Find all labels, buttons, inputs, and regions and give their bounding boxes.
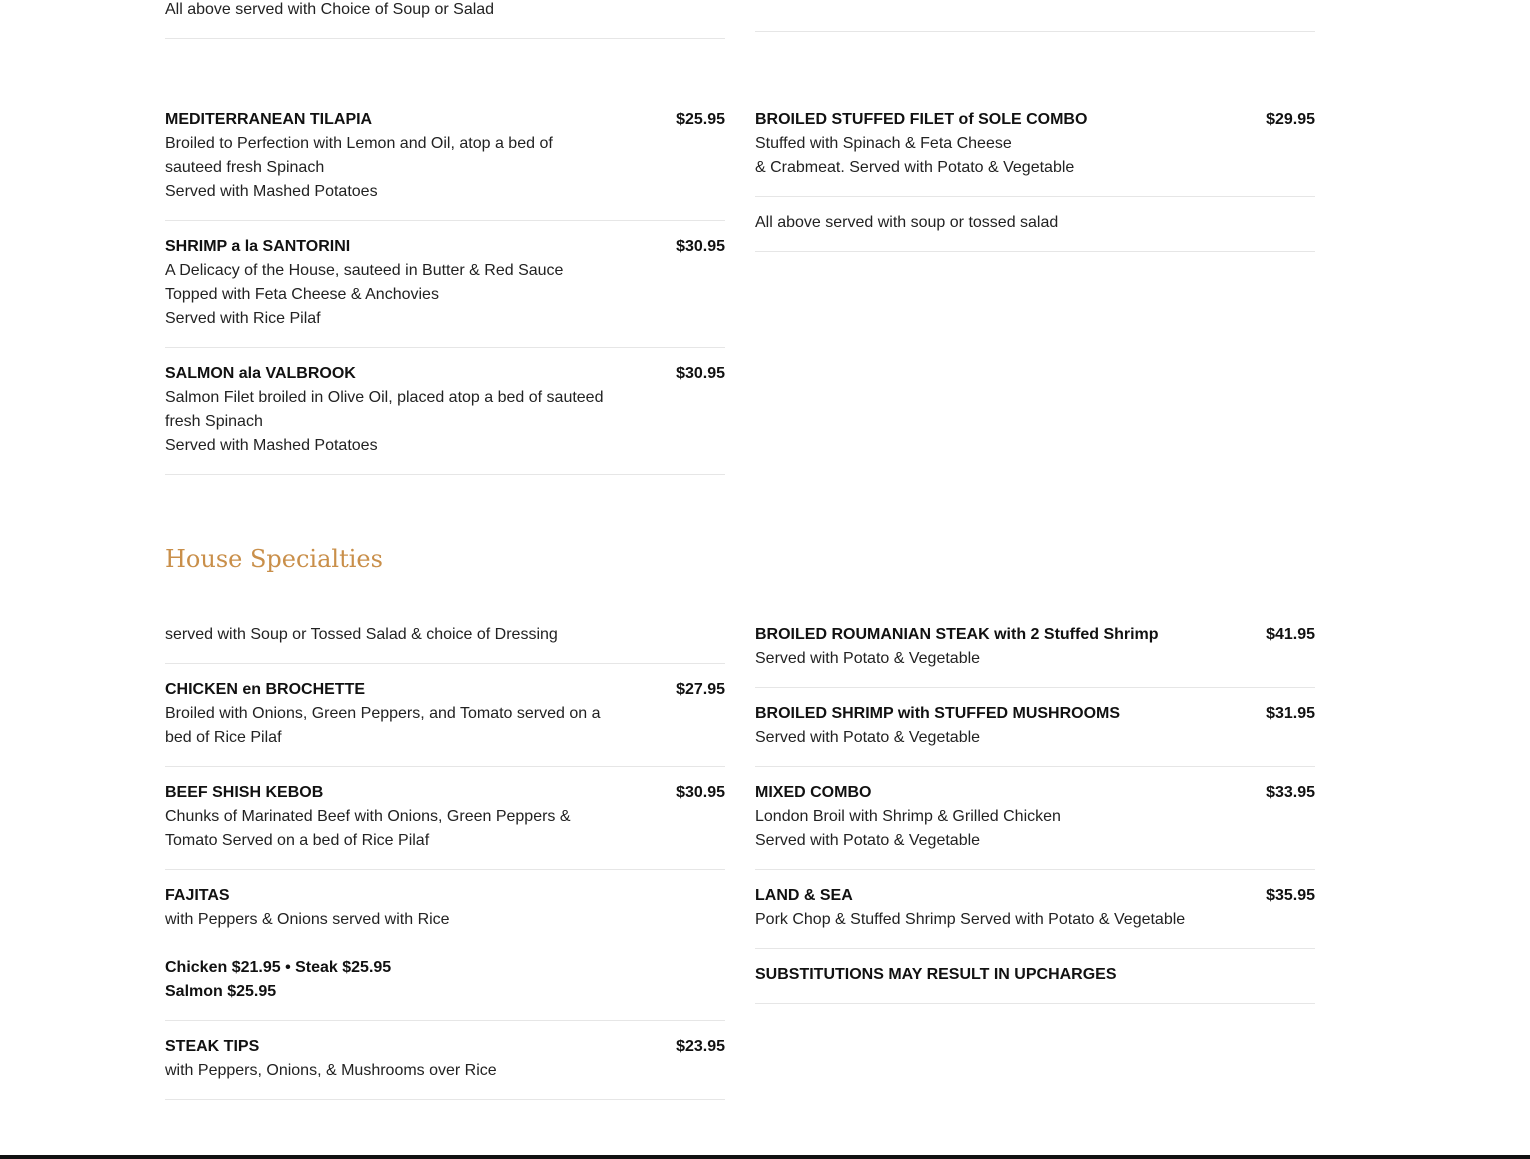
description-line: bed of Rice Pilaf	[165, 729, 282, 746]
description-line: London Broil with Shrimp & Grilled Chicken	[755, 808, 1061, 825]
item-description	[165, 805, 615, 853]
item-description	[165, 702, 615, 750]
description-line: Served with Mashed Potatoes	[165, 437, 378, 454]
menu-item	[165, 235, 725, 348]
served-with-note: served with Soup or Tossed Salad & choice of Dressing	[165, 626, 558, 643]
description-line: Topped with Feta Cheese & Anchovies	[165, 286, 439, 303]
menu-item	[755, 623, 1315, 688]
item-name: CHICKEN en BROCHETTE	[165, 681, 366, 698]
price-line: Chicken $21.95 • Steak $25.95	[165, 959, 392, 976]
item-price: $27.95	[676, 681, 725, 698]
menu-note-row	[755, 211, 1315, 252]
menu-item	[755, 884, 1315, 949]
item-description	[755, 805, 1295, 853]
item-description	[165, 132, 615, 204]
item-description	[755, 132, 1205, 180]
item-name: BROILED STUFFED FILET of SOLE COMBO	[755, 111, 1088, 128]
item-name: SHRIMP a la SANTORINI	[165, 238, 351, 255]
description-line: Served with Potato & Vegetable	[755, 729, 981, 746]
fajitas-price-list	[165, 956, 615, 1004]
item-description	[165, 259, 615, 331]
menu-divider-row	[755, 0, 1315, 32]
item-description	[755, 726, 1295, 750]
menu-item	[165, 362, 725, 475]
item-price: $25.95	[676, 111, 725, 128]
description-line: Pork Chop & Stuffed Shrimp Served with Potato & Vegetable	[755, 911, 1186, 928]
menu-item	[165, 1035, 725, 1100]
item-description	[165, 1059, 615, 1083]
item-price: $33.95	[1266, 784, 1315, 801]
description-line: Served with Potato & Vegetable	[755, 650, 981, 667]
description-line: with Peppers & Onions served with Rice	[165, 911, 450, 928]
menu-item	[755, 781, 1315, 870]
item-price: $29.95	[1266, 111, 1315, 128]
item-name: FAJITAS	[165, 887, 230, 904]
menu-item	[165, 781, 725, 870]
description-line: Served with Potato & Vegetable	[755, 832, 981, 849]
menu-note-row	[165, 623, 725, 664]
item-name: BROILED ROUMANIAN STEAK with 2 Stuffed Shrimp	[755, 626, 1159, 643]
item-name: MEDITERRANEAN TILAPIA	[165, 111, 373, 128]
substitutions-note: SUBSTITUTIONS MAY RESULT IN UPCHARGES	[755, 966, 1117, 983]
item-description	[165, 386, 615, 458]
menu-item	[165, 884, 725, 1021]
section-title-house-specialties: House Specialties	[165, 545, 383, 573]
item-name: STEAK TIPS	[165, 1038, 260, 1055]
menu-item	[165, 108, 725, 221]
item-price: $41.95	[1266, 626, 1315, 643]
menu-note-row	[755, 963, 1315, 1004]
description-line: Tomato Served on a bed of Rice Pilaf	[165, 832, 430, 849]
menu-item	[165, 678, 725, 767]
description-line: fresh Spinach	[165, 413, 263, 430]
item-name: BROILED SHRIMP with STUFFED MUSHROOMS	[755, 705, 1121, 722]
item-name: LAND & SEA	[755, 887, 853, 904]
item-description	[165, 908, 615, 932]
item-name: BEEF SHISH KEBOB	[165, 784, 324, 801]
item-name: SALMON ala VALBROOK	[165, 365, 356, 382]
menu-note-row	[165, 0, 725, 39]
item-name: MIXED COMBO	[755, 784, 872, 801]
description-line: Served with Rice Pilaf	[165, 310, 321, 327]
item-price: $35.95	[1266, 887, 1315, 904]
description-line: Served with Mashed Potatoes	[165, 183, 378, 200]
price-line: Salmon $25.95	[165, 983, 277, 1000]
description-line: A Delicacy of the House, sauteed in Butter & Red Sauce	[165, 262, 564, 279]
description-line: & Crabmeat. Served with Potato & Vegetable	[755, 159, 1075, 176]
item-description	[755, 908, 1295, 932]
item-price: $30.95	[676, 365, 725, 382]
description-line: Salmon Filet broiled in Olive Oil, placed atop a bed of sauteed	[165, 389, 604, 406]
description-line: Chunks of Marinated Beef with Onions, Green Peppers &	[165, 808, 571, 825]
served-with-note: All above served with Choice of Soup or Salad	[165, 1, 495, 18]
item-price: $23.95	[676, 1038, 725, 1055]
description-line: Broiled with Onions, Green Peppers, and Tomato served on a	[165, 705, 601, 722]
served-with-note: All above served with soup or tossed salad	[755, 214, 1059, 231]
menu-item	[755, 702, 1315, 767]
item-price: $30.95	[676, 238, 725, 255]
item-price: $30.95	[676, 784, 725, 801]
menu-item	[755, 108, 1315, 197]
description-line: Stuffed with Spinach & Feta Cheese	[755, 135, 1012, 152]
description-line: Broiled to Perfection with Lemon and Oil, atop a bed of	[165, 135, 553, 152]
description-line: with Peppers, Onions, & Mushrooms over Rice	[165, 1062, 497, 1079]
description-line: sauteed fresh Spinach	[165, 159, 325, 176]
footer-divider-bar	[0, 1155, 1530, 1159]
item-price: $31.95	[1266, 705, 1315, 722]
item-description	[755, 647, 1295, 671]
